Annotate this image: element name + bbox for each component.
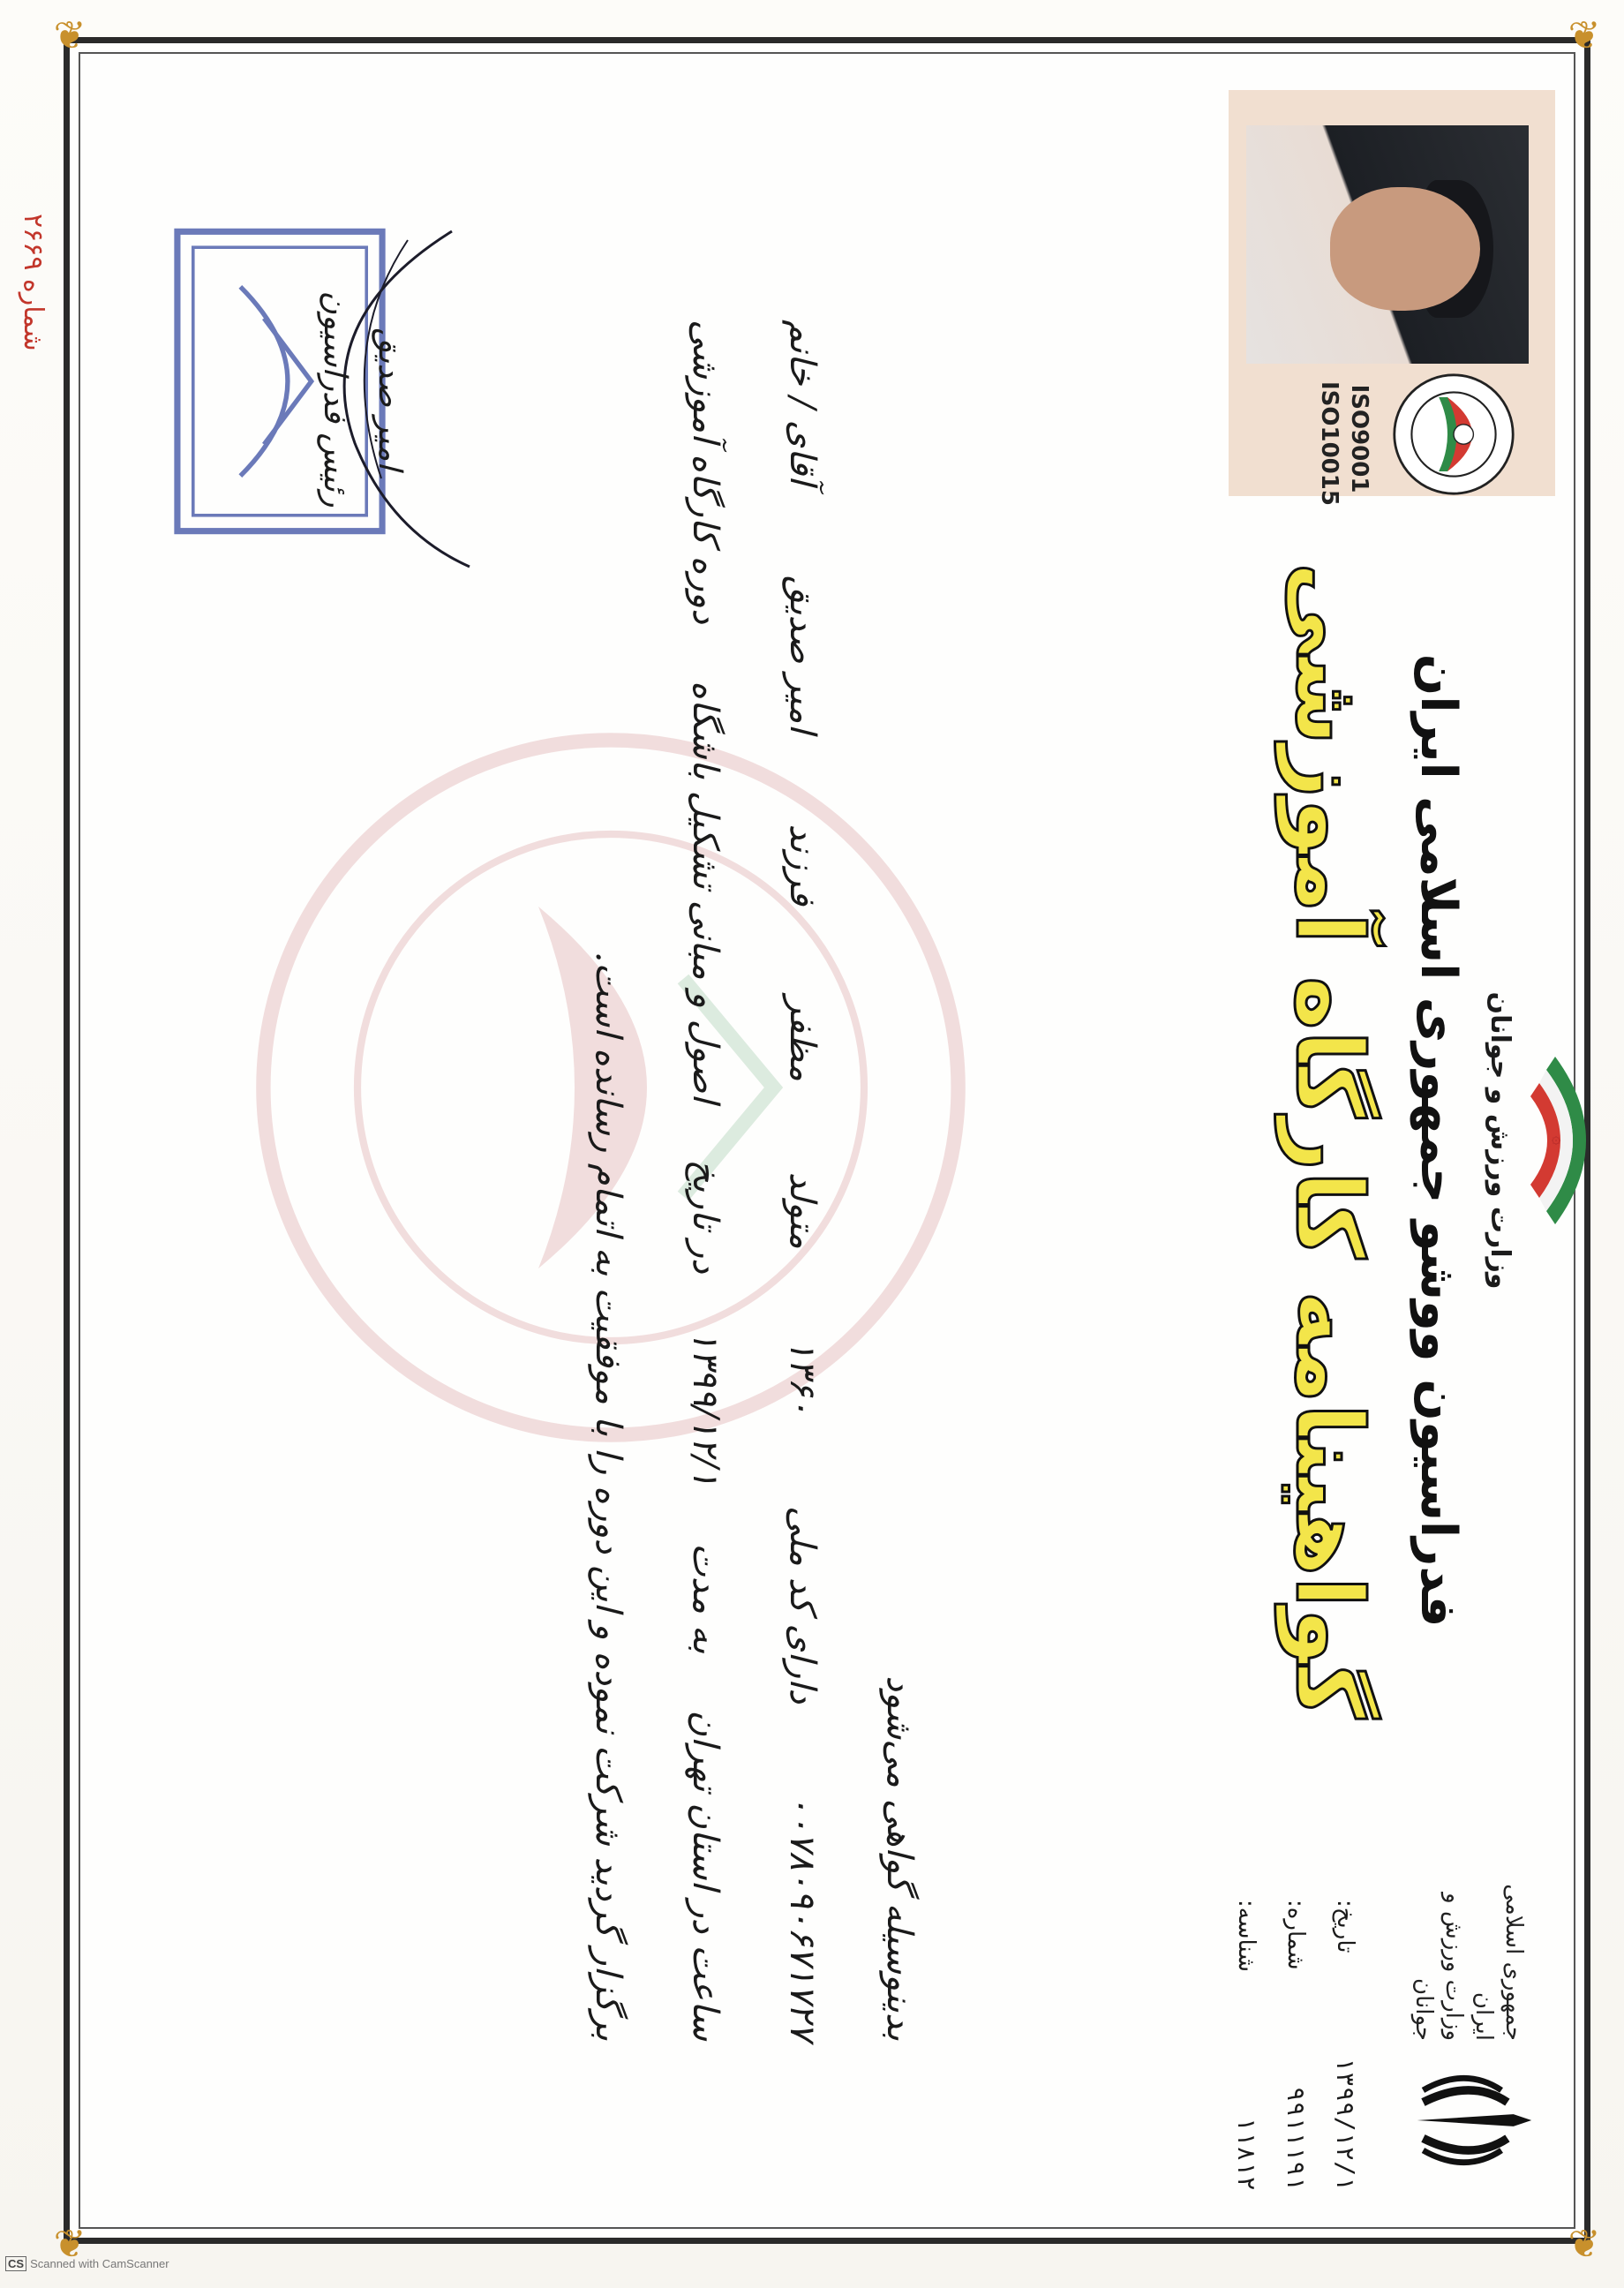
flag-arc-icon bbox=[1520, 1052, 1608, 1229]
ministry-heading: وزارت ورزش و جوانان bbox=[1485, 991, 1515, 1290]
scanner-badge: CS bbox=[5, 2256, 26, 2271]
signer-role: رئیس فدراسیون bbox=[317, 290, 353, 508]
scanner-watermark bbox=[5, 2256, 169, 2271]
national-id: ۰۰۷۸۰۹۰۶۷۱۷۲۷ bbox=[782, 1794, 823, 2041]
certificate-title: گواهینامه کارگاه آموزشی bbox=[1275, 561, 1383, 1720]
signer-block bbox=[307, 231, 417, 567]
certify-line: بدینوسیله گواهی می‌شود bbox=[879, 1675, 920, 2041]
national-id-label: دارای کد ملی bbox=[782, 1506, 823, 1705]
bottom-right-ornament: ❦ bbox=[1568, 2222, 1601, 2267]
photo-face bbox=[1330, 187, 1480, 311]
id-label: شناسه: bbox=[1233, 1900, 1259, 1973]
id-value: ۱۱۸۱۲ bbox=[1232, 2116, 1261, 2191]
iso-certifications bbox=[1314, 381, 1374, 506]
holder-photo bbox=[1246, 125, 1529, 364]
course-label: دوره کارگاه آموزشی bbox=[685, 320, 726, 624]
photo-panel bbox=[1229, 90, 1555, 506]
federation-logo-icon bbox=[1392, 373, 1515, 496]
svg-text:۞: ۞ bbox=[1549, 1135, 1568, 1146]
course-line bbox=[685, 320, 726, 2041]
number-label: شماره: bbox=[1282, 1900, 1309, 1970]
iso-10015: ISO10015 bbox=[1316, 381, 1342, 506]
emblem-caption-line: جمهوری اسلامی ایران bbox=[1470, 1884, 1527, 2041]
number-value: ۹۹۱۱۱۹۱ bbox=[1282, 2086, 1311, 2191]
top-left-ornament: ❦ bbox=[53, 13, 86, 58]
emblem-caption-line: وزارت ورزش و جوانان bbox=[1410, 1893, 1467, 2041]
course-location: ساعت در استان تهران bbox=[685, 1710, 726, 2041]
certificate-content bbox=[64, 37, 1590, 2244]
date-label: تاریخ: bbox=[1332, 1900, 1358, 1953]
date-value: ۱۳۹۹/۱۲/۱ bbox=[1331, 2057, 1360, 2191]
bottom-left-ornament: ❦ bbox=[53, 2222, 86, 2267]
top-right-ornament: ❦ bbox=[1568, 13, 1601, 58]
holder-name: امیر صدیق bbox=[782, 575, 823, 734]
duration-label: به مدت bbox=[685, 1543, 726, 1654]
title-mr-mrs: آقای / خانم bbox=[782, 320, 823, 485]
child-of-label: فرزند bbox=[782, 824, 823, 906]
holder-line bbox=[782, 320, 823, 2041]
federation-heading: فدراسیون ووشو جمهوری اسلامی ایران bbox=[1410, 653, 1467, 1628]
father-name: مظفر bbox=[782, 996, 823, 1082]
on-date-label: در تاریخ bbox=[685, 1159, 726, 1274]
iso-9001: ISO9001 bbox=[1346, 384, 1372, 493]
scanner-text: Scanned with CamScanner bbox=[30, 2257, 169, 2270]
signer-name: امیر صدیق bbox=[372, 327, 408, 470]
completion-line: برگزار گردید شرکت نموده و این دوره را با موفقیت به اتمام رسانده است. bbox=[588, 951, 628, 2041]
born-label: متولد bbox=[782, 1171, 823, 1249]
course-date: ۱۳۹۹/۱۲/۱ bbox=[685, 1329, 726, 1487]
handwritten-doc-number: شماره ۲۶۶۹ bbox=[18, 214, 49, 351]
birth-year: ۱۳۶۰ bbox=[782, 1339, 823, 1416]
id-row bbox=[1222, 1900, 1271, 2191]
course-name: اصول و مبانی تشکیل باشگاه bbox=[685, 680, 726, 1103]
